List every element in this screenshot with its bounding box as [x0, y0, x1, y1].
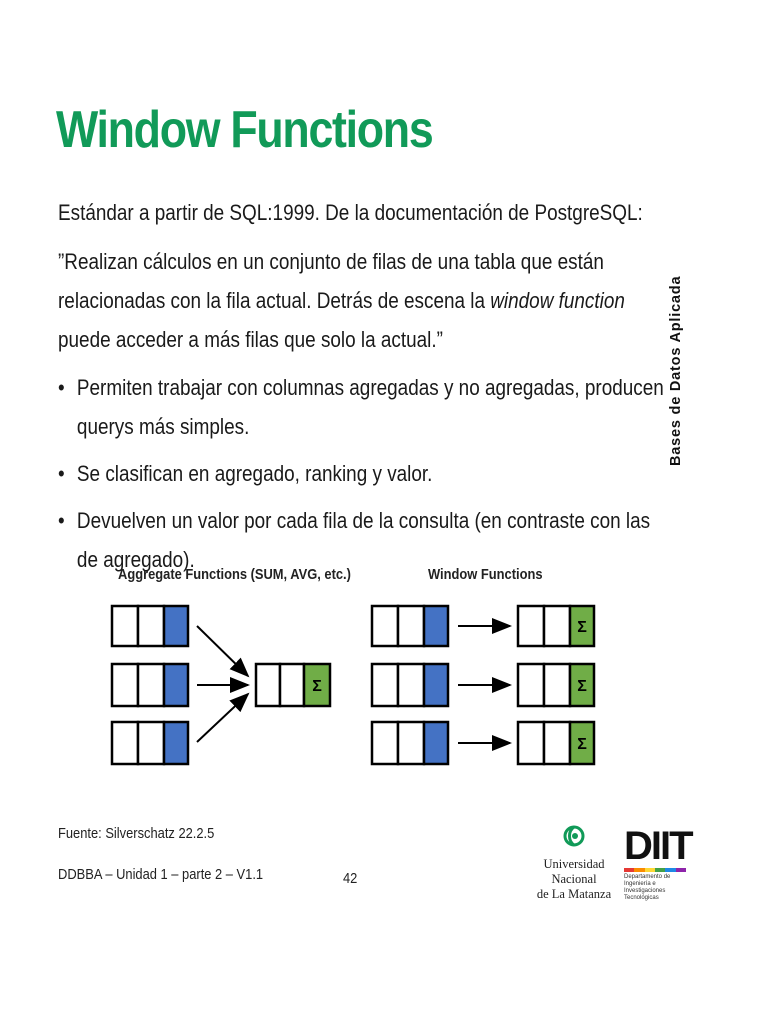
aggregate-input-row — [112, 606, 188, 646]
sigma-label: Σ — [577, 619, 587, 636]
unlam-logo — [530, 822, 618, 902]
diit-color-bar — [624, 868, 686, 872]
quote-italic: window function — [490, 288, 625, 313]
aggregate-caption: Aggregate Functions (SUM, AVG, etc.) — [118, 566, 351, 583]
bullet-text: Permiten trabajar con columnas agregadas y no agregadas, producen querys más simples. — [76, 375, 664, 439]
slide-title: Window Functions — [56, 101, 433, 159]
quote-start: ”Realizan cálculos en un conjunto de filas de una tabla que están relacionadas con la fila actual. Detrás de escena la — [58, 249, 604, 313]
page-number: 42 — [343, 870, 358, 887]
window-caption: Window Functions — [428, 566, 543, 583]
side-label: Bases de Datos Aplicada — [668, 275, 684, 466]
unlam-name-line2: de La Matanza — [536, 887, 612, 901]
bullet-text: Se clasifican en agregado, ranking y valor. — [76, 461, 433, 486]
window-input-row — [372, 606, 448, 646]
sigma-label: Σ — [312, 678, 322, 695]
diit-wordmark: DIIT — [624, 824, 692, 868]
sigma-label: Σ — [577, 678, 587, 695]
window-input-row — [372, 722, 448, 764]
bullet-dot: • — [58, 508, 65, 533]
aggregate-arrow — [197, 694, 248, 742]
bullet-dot: • — [58, 375, 65, 400]
swirl-logo-icon — [562, 822, 586, 852]
aggregate-input-row — [112, 722, 188, 764]
bullet-dot: • — [58, 461, 65, 486]
intro-text: Estándar a partir de SQL:1999. De la documentación de PostgreSQL: — [58, 200, 643, 225]
window-input-row — [372, 664, 448, 706]
bullet-text: Devuelven un valor por cada fila de la consulta (en contraste con las de agregado). — [76, 508, 651, 572]
course-footer: DDBBA – Unidad 1 – parte 2 – V1.1 — [58, 866, 264, 883]
unlam-name-line1: Universidad Nacional — [543, 857, 605, 886]
aggregate-input-row — [112, 664, 188, 706]
sigma-label: Σ — [577, 736, 587, 753]
aggregate-arrow — [197, 626, 248, 676]
diit-logo — [624, 826, 698, 902]
diit-subtitle-2: Investigaciones Tecnológicas — [624, 888, 666, 901]
source-note: Fuente: Silverschatz 22.2.5 — [58, 825, 215, 842]
diit-subtitle-1: Departamento de Ingeniería e — [624, 874, 671, 887]
quote-end: puede acceder a más filas que solo la actual.” — [58, 327, 443, 352]
